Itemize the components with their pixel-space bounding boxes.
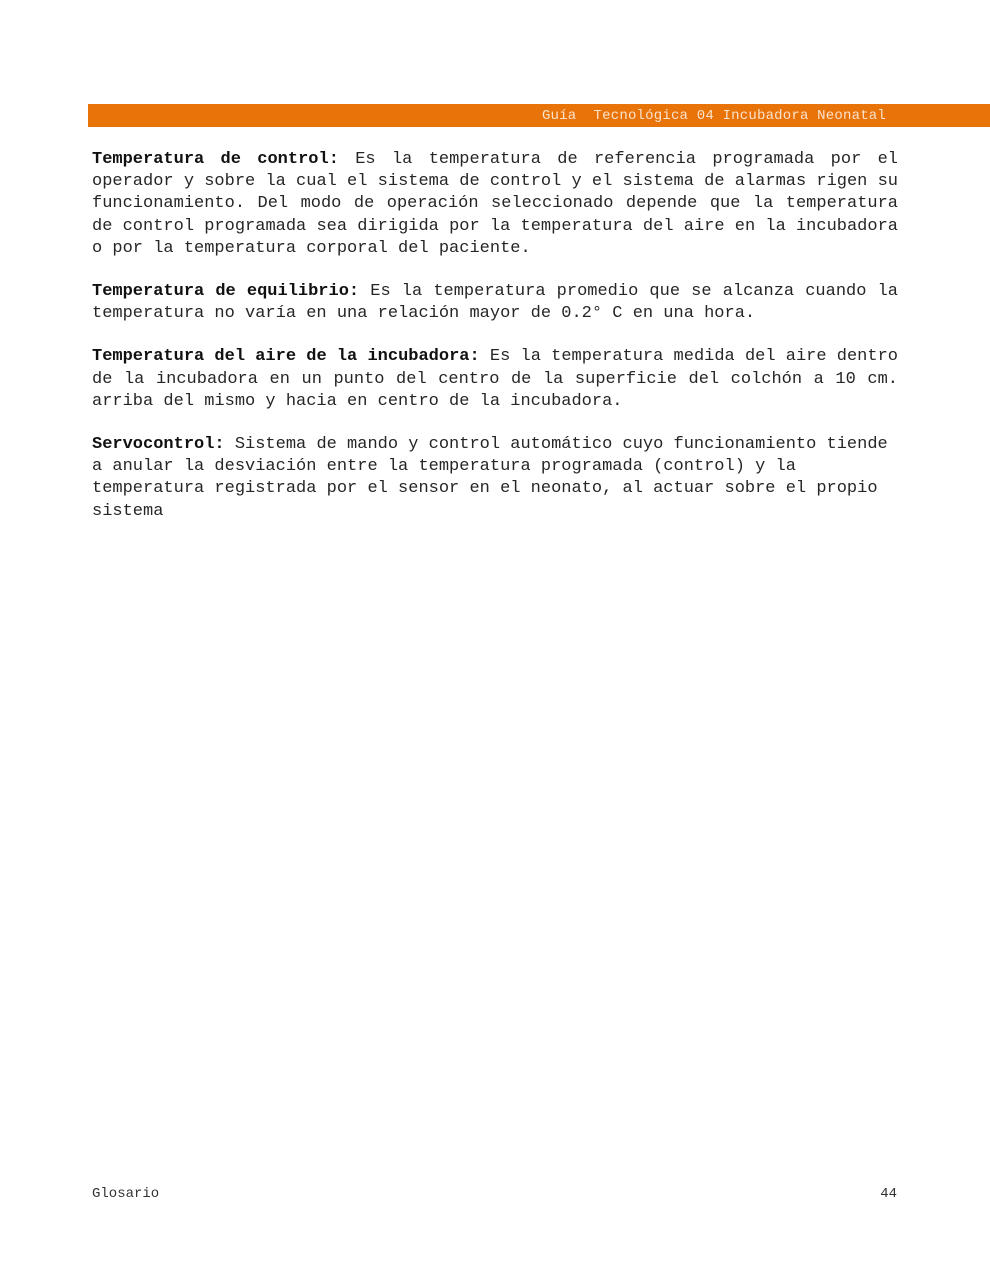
header-bar xyxy=(88,104,990,127)
glossary-definition: Sistema de mando y control automático cuyo funcionamiento tiende a anular la desviación entre la temperatura programada (control) y la temperatura registrada por el sensor en el neonato, al actuar sobre el propio sistema xyxy=(92,435,888,521)
glossary-definition: Es la temperatura de referencia programada por el operador y sobre la cual el sistema de control y el sistema de alarmas rigen su funcionamiento. Del modo de operación seleccionado depende que la temperatura de control programada sea dirigida por la temperatura del aire en la incubadora o por la temperatura corporal del paciente. xyxy=(92,150,899,258)
glossary-entry-temperatura-equilibrio xyxy=(92,281,898,325)
glossary-term: Temperatura del aire de la incubadora: xyxy=(92,347,480,367)
glossary-definition: Es la temperatura medida del aire dentro de la incubadora en un punto del centro de la superficie del colchón a 10 cm. arriba del mismo y hacia en centro de la incubadora. xyxy=(92,347,898,411)
glossary-content xyxy=(92,149,898,544)
footer-section-name: Glosario xyxy=(92,1186,160,1202)
glossary-entry-temperatura-control xyxy=(92,149,898,260)
glossary-term: Temperatura de equilibrio: xyxy=(92,282,360,302)
footer-page-number: 44 xyxy=(880,1186,897,1202)
glossary-entry-temperatura-aire xyxy=(92,346,898,413)
glossary-entry-servocontrol xyxy=(92,434,892,523)
header-title: Guía Tecnológica 04 Incubadora Neonatal xyxy=(541,108,886,124)
glossary-definition: Es la temperatura promedio que se alcanza cuando la temperatura no varía en una relación mayor de 0.2° C en una hora. xyxy=(92,282,898,324)
glossary-term: Temperatura de control: xyxy=(92,150,339,169)
glossary-term: Servocontrol: xyxy=(92,435,225,455)
